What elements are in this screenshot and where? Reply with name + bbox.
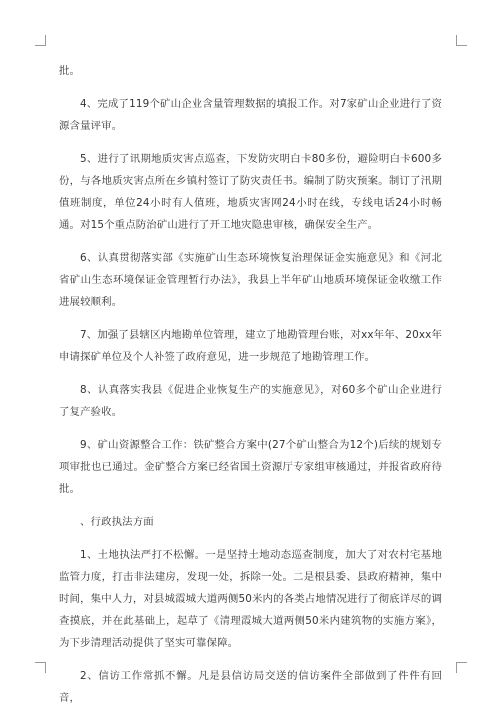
paragraph-continuation: 批。 xyxy=(59,65,81,77)
paragraph-item-6: 6、认真贯彻落实部《实施矿山生态环境恢复治理保证金实施意见》和《河北省矿山生态环境保证金管理暂行办法》，我县上半年矿山地质环境保证金收缴工作进展较顺利。 xyxy=(59,252,442,308)
paragraph-law-item-2: 2、信访工作常抓不懈。凡是县信访局交送的信访案件全部做到了件件有回音， xyxy=(59,670,442,704)
paragraph-item-7: 7、加强了县辖区内地勘单位管理，建立了地勘管理台账，对xx年年、20xx年申请探矿单位及个人补签了政府意见，进一步规范了地勘管理工作。 xyxy=(59,329,442,363)
crop-mark-top-right xyxy=(456,35,467,46)
paragraph-item-5: 5、进行了讯期地质灾害点巡查，下发防灾明白卡80多份，避险明白卡600多份，与各地质灾害点所在乡镇村签订了防灾责任书。编制了防灾预案。制订了汛期值班制度，单位24小时有人值班，地质灾害网24小时在线，专线电话24小时畅通。对15个重点防治矿山进行了开工地灾隐患审核，确保安全生产。 xyxy=(59,153,442,231)
document-body xyxy=(59,60,442,720)
paragraph-item-4: 4、完成了119个矿山企业含量管理数据的填报工作。对7家矿山企业进行了资源含量评审。 xyxy=(59,98,442,132)
crop-mark-bottom-left xyxy=(35,662,46,673)
paragraph-law-item-1: 1、土地执法严打不松懈。一是坚持土地动态巡查制度，加大了对农村宅基地监管力度，打击非法建房，发现一处，拆除一处。二是根县委、县政府精神，集中时间，集中人力，对县城霞城大道两侧50米内的各类占地情况进行了彻底详尽的调查摸底，并在此基础上，起草了《清理霞城大道两侧50米内建筑物的实施方案》，为下步清理活动提供了坚实可靠保障。 xyxy=(59,549,442,649)
section-heading-law-enforcement: 、行政执法方面 xyxy=(80,516,154,528)
paragraph-item-9: 9、矿山资源整合工作：铁矿整合方案中(27个矿山整合为12个)后续的规划专项审批也已通过。金矿整合方案已经省国土资源厅专家组审核通过，并报省政府待批。 xyxy=(59,439,442,495)
paragraph-item-8: 8、认真落实我县《促进企业恢复生产的实施意见》，对60多个矿山企业进行了复产验收。 xyxy=(59,384,442,418)
crop-mark-bottom-right xyxy=(456,662,467,673)
crop-mark-top-left xyxy=(35,35,46,46)
